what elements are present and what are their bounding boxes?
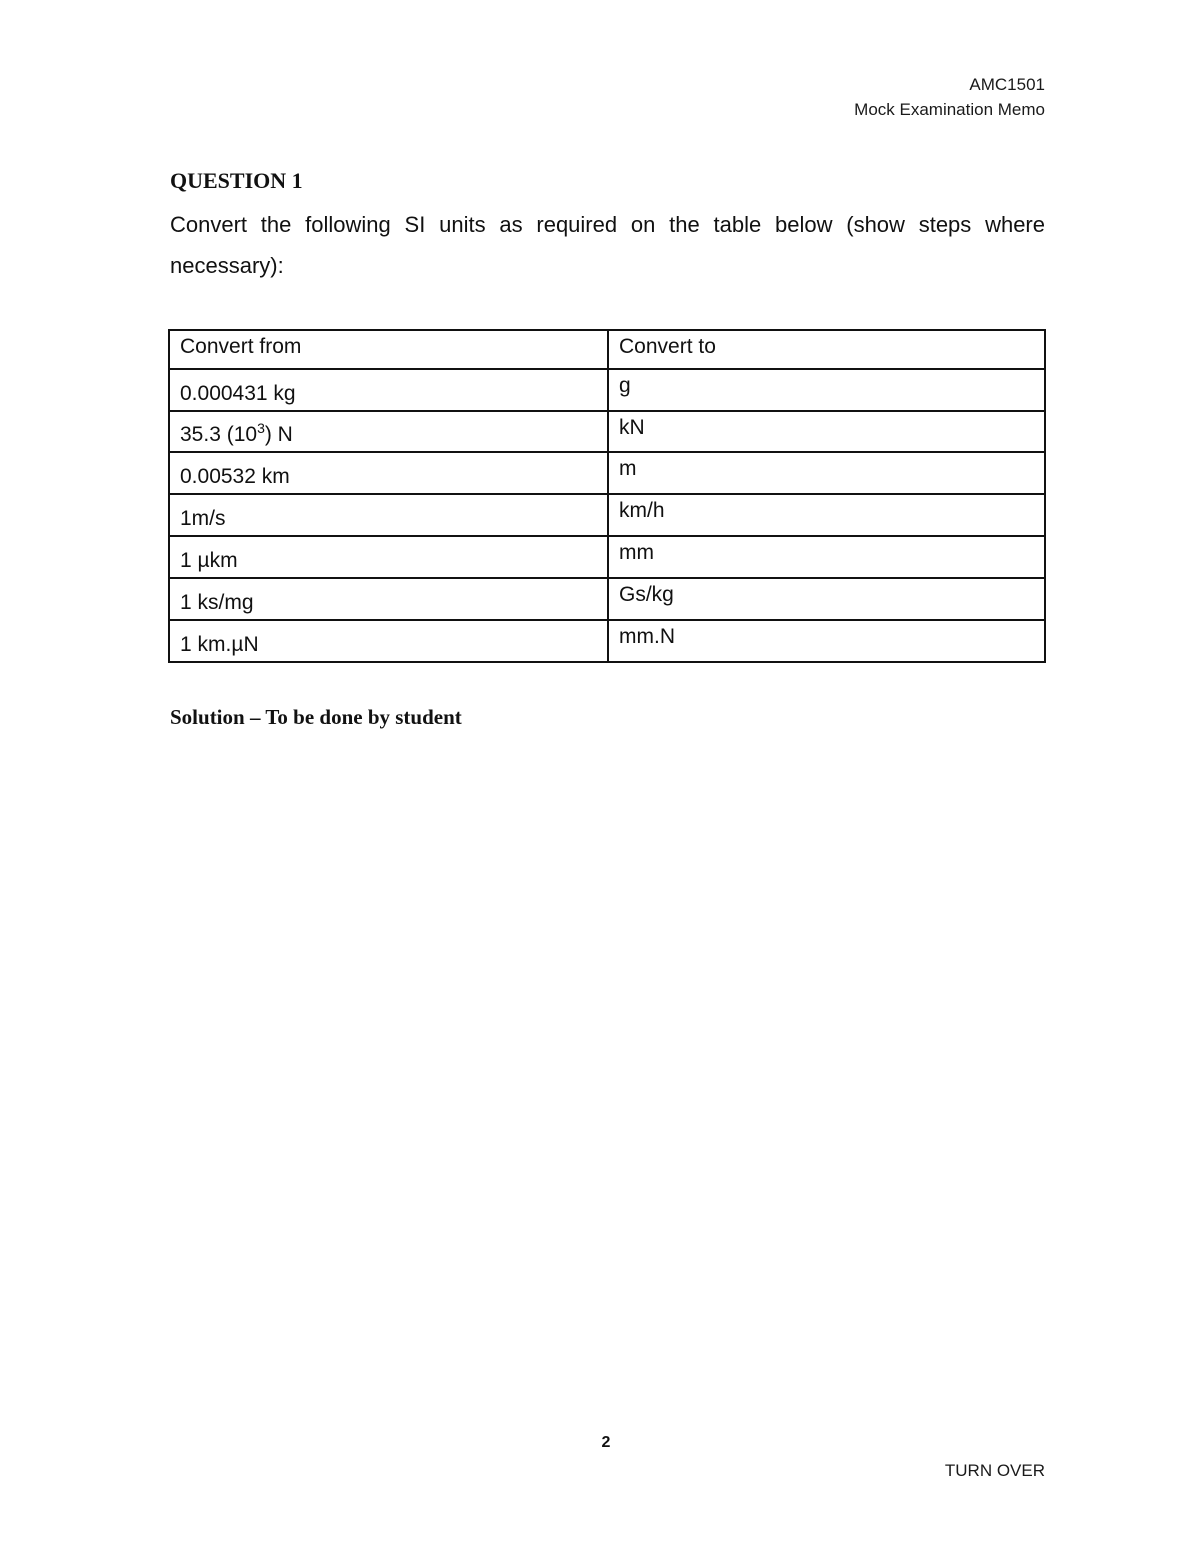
table-header-row — [169, 330, 1045, 369]
convert-to-cell: kN — [608, 411, 1045, 452]
question-instruction: Convert the following SI units as required on the table below (show steps where necessary): — [170, 212, 1045, 278]
turn-over-label: TURN OVER — [944, 1461, 1045, 1480]
course-code: AMC1501 — [969, 75, 1045, 94]
table-row — [169, 620, 1045, 662]
solution-heading: Solution – To be done by student — [170, 705, 462, 729]
convert-from-cell: 35.3 $(10^3)$ N — [169, 411, 608, 452]
convert-from-cell: 1 km.µN — [169, 620, 608, 662]
table-row — [169, 578, 1045, 620]
convert-to-cell: m — [608, 452, 1045, 494]
table-row — [169, 369, 1045, 411]
convert-to-cell: g — [608, 369, 1045, 411]
convert-to-cell: mm.N — [608, 620, 1045, 662]
convert-from-cell: 0.000431 kg — [169, 369, 608, 411]
table-row — [169, 452, 1045, 494]
document-title: Mock Examination Memo — [854, 100, 1045, 119]
table-row — [169, 411, 1045, 452]
convert-from-cell: 1 µkm — [169, 536, 608, 578]
question-title: QUESTION 1 — [170, 168, 303, 193]
page-number: 2 — [601, 1434, 611, 1451]
table-row — [169, 494, 1045, 536]
convert-from-cell: 0.00532 km — [169, 452, 608, 494]
convert-from-cell: 1m/s — [169, 494, 608, 536]
column-header-convert-to: Convert to — [608, 330, 1045, 369]
convert-to-cell: mm — [608, 536, 1045, 578]
convert-to-cell: km/h — [608, 494, 1045, 536]
convert-from-cell: 1 ks/mg — [169, 578, 608, 620]
conversion-table — [168, 329, 1046, 663]
convert-to-cell: Gs/kg — [608, 578, 1045, 620]
table-row — [169, 536, 1045, 578]
column-header-convert-from: Convert from — [169, 330, 608, 369]
